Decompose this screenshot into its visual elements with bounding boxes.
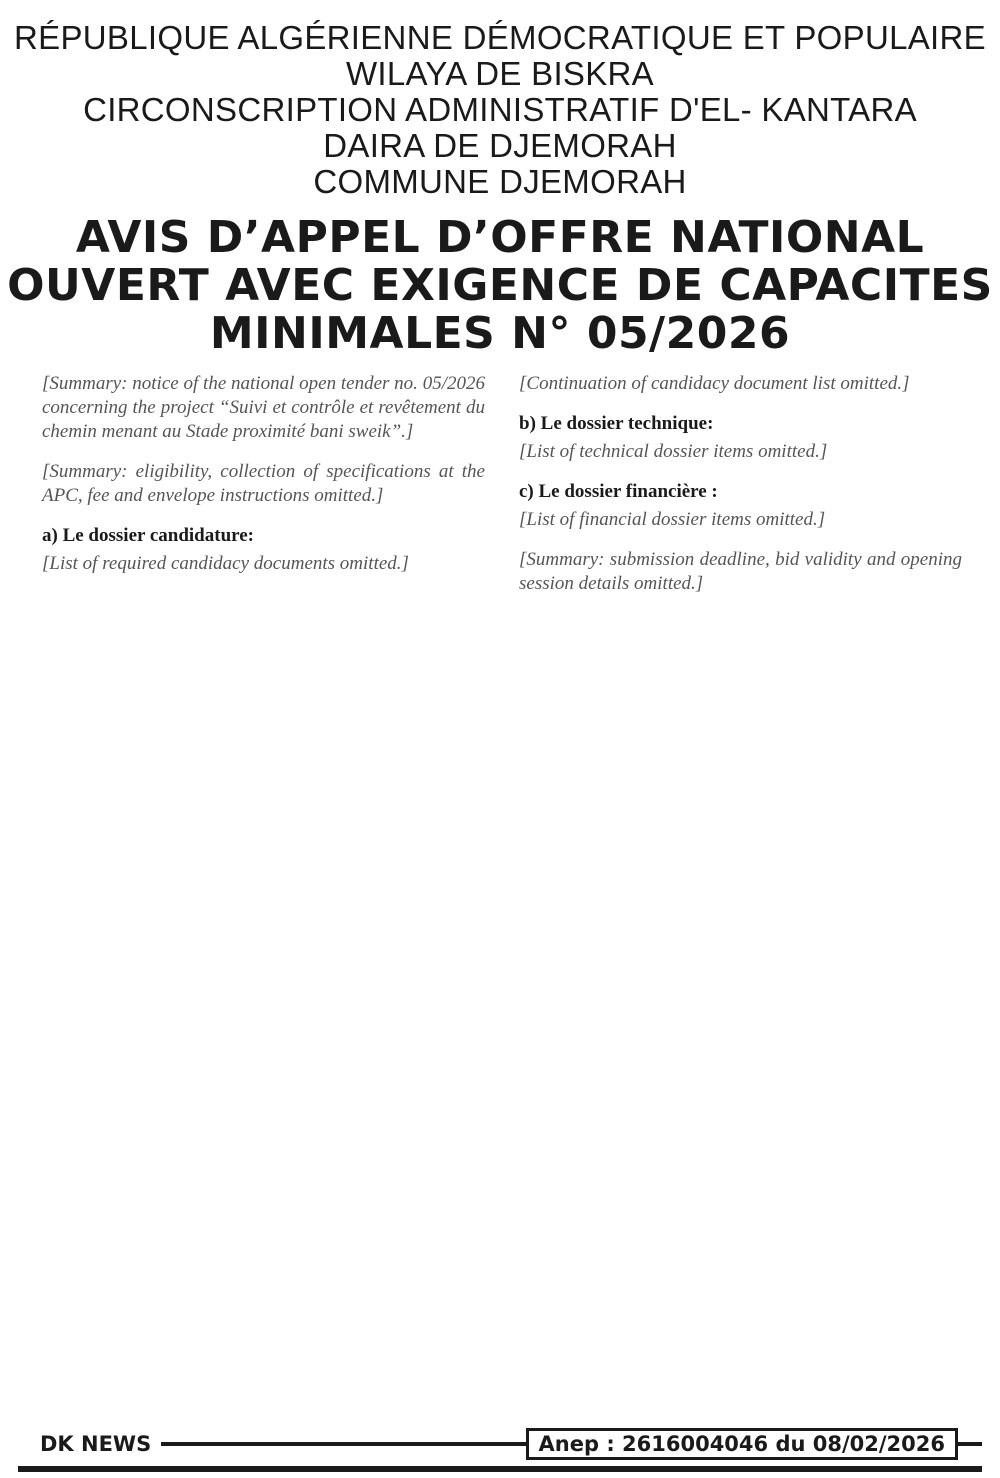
candidature-placeholder: [List of required candidacy documents omitted.] [42,553,409,574]
intro-placeholder: [Summary: notice of the national open tender no. 05/2026 concerning the project “Suivi et contrôle et revêtement du chemin menant au Stade proximité bani sweik”.] [42,373,485,442]
page-footer [18,1428,982,1460]
financiere-placeholder: [List of financial dossier items omitted.] [519,509,826,530]
anep-reference-box: Anep : 2616004046 du 08/02/2026 [526,1428,958,1460]
eligibility-placeholder: [Summary: eligibility, collection of specifications at the APC, fee and envelope instructions omitted.] [42,461,485,506]
section-heading-technique: b) Le dossier technique: [519,413,714,434]
title-line: MINIMALES N° 05/2026 [209,308,791,359]
bottom-bar [18,1466,982,1472]
issuing-authority-header [0,0,1000,200]
header-line: CIRCONSCRIPTION ADMINISTRATIF D'EL- KANTARA [83,91,917,128]
title-line: AVIS D’APPEL D’OFFRE NATIONAL [75,212,925,263]
notice-title [0,214,1000,358]
deadline-placeholder: [Summary: submission deadline, bid validity and opening session details omitted.] [519,549,962,594]
header-line: DAIRA DE DJEMORAH [323,127,677,164]
section-heading-financiere: c) Le dossier financière : [519,481,718,502]
header-line: COMMUNE DJEMORAH [313,163,687,200]
candidature-continued-placeholder: [Continuation of candidacy document list omitted.] [519,373,910,394]
header-line: RÉPUBLIQUE ALGÉRIENNE DÉMOCRATIQUE ET POPULAIRE [14,19,986,56]
technique-placeholder: [List of technical dossier items omitted.] [519,441,828,462]
right-column [519,372,962,612]
title-line: OUVERT AVEC EXIGENCE DE CAPACITES [7,260,993,311]
footer-rule [161,1442,525,1446]
notice-body [42,372,962,612]
publication-name: DK NEWS [40,1432,152,1456]
footer-rule-end [958,1442,982,1446]
section-heading-candidature: a) Le dossier candidature: [42,525,254,546]
header-line: WILAYA DE BISKRA [345,55,654,92]
left-column [42,372,485,612]
